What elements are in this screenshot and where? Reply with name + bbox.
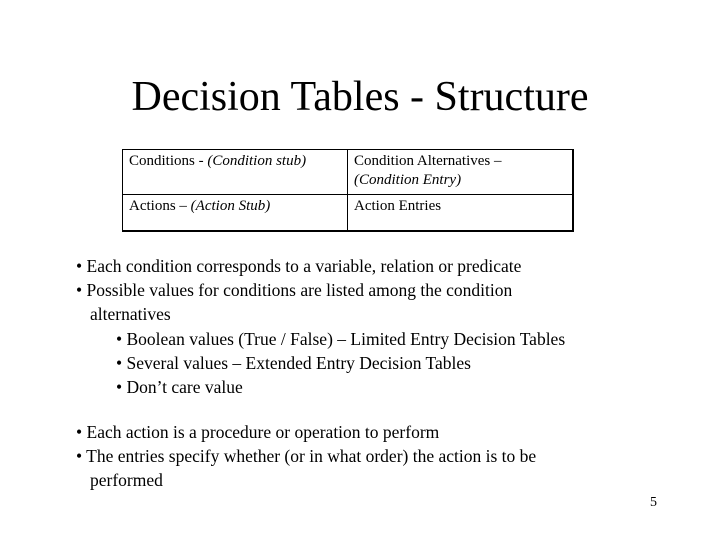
bullet-continuation: alternatives	[90, 304, 171, 325]
bullet-continuation: performed	[90, 470, 163, 491]
action-stub-cell	[123, 195, 348, 232]
action-entry-label: Action Entries	[354, 198, 442, 214]
decision-table-structure	[122, 149, 574, 232]
bullet-item: • The entries specify whether (or in what order) the action is to be	[76, 446, 537, 467]
table-row-actions	[123, 195, 574, 232]
table-row-conditions	[123, 150, 574, 195]
condition-stub-label: Conditions -	[129, 153, 208, 169]
condition-stub-note: (Condition stub)	[207, 153, 307, 169]
condition-entry-note: (Condition Entry)	[354, 172, 462, 188]
sub-bullet-item: • Boolean values (True / False) – Limited Entry Decision Tables	[116, 328, 566, 349]
condition-stub-cell	[123, 150, 348, 195]
action-bullets	[76, 420, 676, 493]
condition-bullets	[76, 254, 676, 399]
bullet-item: • Possible values for conditions are listed among the condition	[76, 280, 513, 301]
action-stub-label: Actions –	[129, 198, 191, 214]
sub-bullet-item: • Don’t care value	[116, 377, 243, 398]
sub-bullet-item: • Several values – Extended Entry Decision Tables	[116, 352, 471, 373]
condition-entry-cell	[348, 150, 574, 195]
condition-entry-label: Condition Alternatives –	[354, 153, 502, 169]
bullet-item: • Each condition corresponds to a variable, relation or predicate	[76, 256, 522, 276]
action-stub-note: (Action Stub)	[190, 198, 271, 214]
bullet-item: • Each action is a procedure or operation to perform	[76, 422, 440, 442]
slide-title: Decision Tables - Structure	[131, 74, 589, 120]
page-number: 5	[650, 495, 657, 510]
action-entry-cell	[348, 195, 574, 232]
